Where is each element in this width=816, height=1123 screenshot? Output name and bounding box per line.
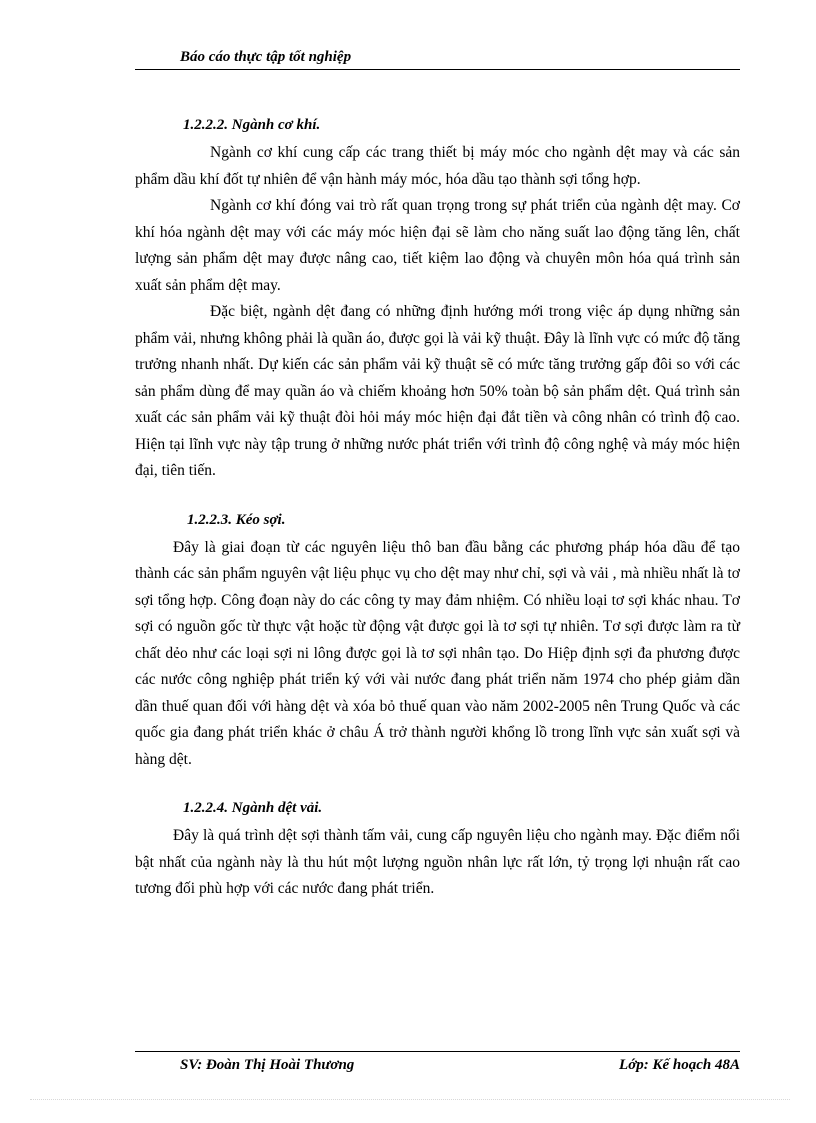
section-heading-spinning: 1.2.2.3. Kéo sợi.	[187, 511, 286, 528]
report-title: Báo cáo thực tập tốt nghiệp	[180, 49, 352, 65]
page-header	[135, 49, 740, 70]
student-name: SV: Đoàn Thị Hoài Thương	[180, 1057, 355, 1073]
class-name: Lớp: Kế hoạch 48A	[619, 1057, 740, 1073]
section-heading-mechanical: 1.2.2.2. Ngành cơ khí.	[183, 117, 321, 133]
page-footer	[135, 1051, 740, 1073]
paragraph: Đặc biệt, ngành dệt đang có những định hướng mới trong việc áp dụng những sản phẩm vải, nhưng không phải là quần áo, được gọi là vải kỹ thuật. Đây là lĩnh vực có mức độ tăng trưởng nhanh nhất. Dự kiến các sản phẩm vải kỹ thuật sẽ có mức tăng trưởng gấp đôi so với các sản phẩm dùng để may quần áo và chiếm khoảng hơn 50% toàn bộ sản phẩm dệt. Quá trình sản xuất các sản phẩm vải kỹ thuật đòi hỏi máy móc hiện đại đắt tiền và công nhân có trình độ cao. Hiện tại lĩnh vực này tập trung ở những nước phát triển với trình độ công nghệ và máy móc hiện đại, tiên tiến.	[135, 303, 740, 479]
paragraph: Đây là giai đoạn từ các nguyên liệu thô ban đầu bằng các phương pháp hóa dầu để tạo thành các sản phẩm nguyên vật liệu phục vụ cho dệt may như chỉ, sợi và vải , mà nhiều nhất là tơ sợi tổng hợp. Công đoạn này do các công ty may đảm nhiệm. Có nhiều loại tơ sợi khác nhau. Tơ sợi có nguồn gốc từ thực vật hoặc từ động vật được gọi là tơ sợi tự nhiên. Tơ sợi được làm ra từ chất dẻo như các loại sợi ni lông được gọi là tơ sợi nhân tạo. Do Hiệp định sợi đa phương được các nước công nghiệp phát triển ký với vài nước đang phát triển năm 1974 cho phép giảm dần dần thuế quan đối với hàng dệt và xóa bỏ thuế quan vào năm 2002-2005 nên Trung Quốc và các quốc gia đang phát triển khác ở châu Á trở thành người khổng lồ trong lĩnh vực sản xuất sợi và hàng dệt.	[135, 538, 740, 768]
paragraph: Đây là quá trình dệt sợi thành tấm vải, cung cấp nguyên liệu cho ngành may. Đặc điểm nổi bật nhất của ngành này là thu hút một lượng nguồn nhân lực rất lớn, tỷ trọng lợi nhuận rất cao tương đối phù hợp với các nước đang phát triển.	[135, 827, 740, 897]
section-heading-weaving: 1.2.2.4. Ngành dệt vải.	[183, 800, 323, 816]
page-content	[135, 110, 740, 903]
paragraph: Ngành cơ khí đóng vai trò rất quan trọng trong sự phát triển của ngành dệt may. Cơ khí hóa ngành dệt may với các máy móc hiện đại sẽ làm cho năng suất lao động tăng lên, chất lượng sản phẩm dệt may được nâng cao, tiết kiệm lao động và chuyên môn hóa quá trình sản xuất sản phẩm dệt may.	[135, 197, 740, 294]
page-edge-divider	[30, 1099, 790, 1100]
paragraph: Ngành cơ khí cung cấp các trang thiết bị máy móc cho ngành dệt may và các sản phẩm dầu khí đốt tự nhiên để vận hành máy móc, hóa dầu tạo thành sợi tổng hợp.	[135, 144, 740, 188]
